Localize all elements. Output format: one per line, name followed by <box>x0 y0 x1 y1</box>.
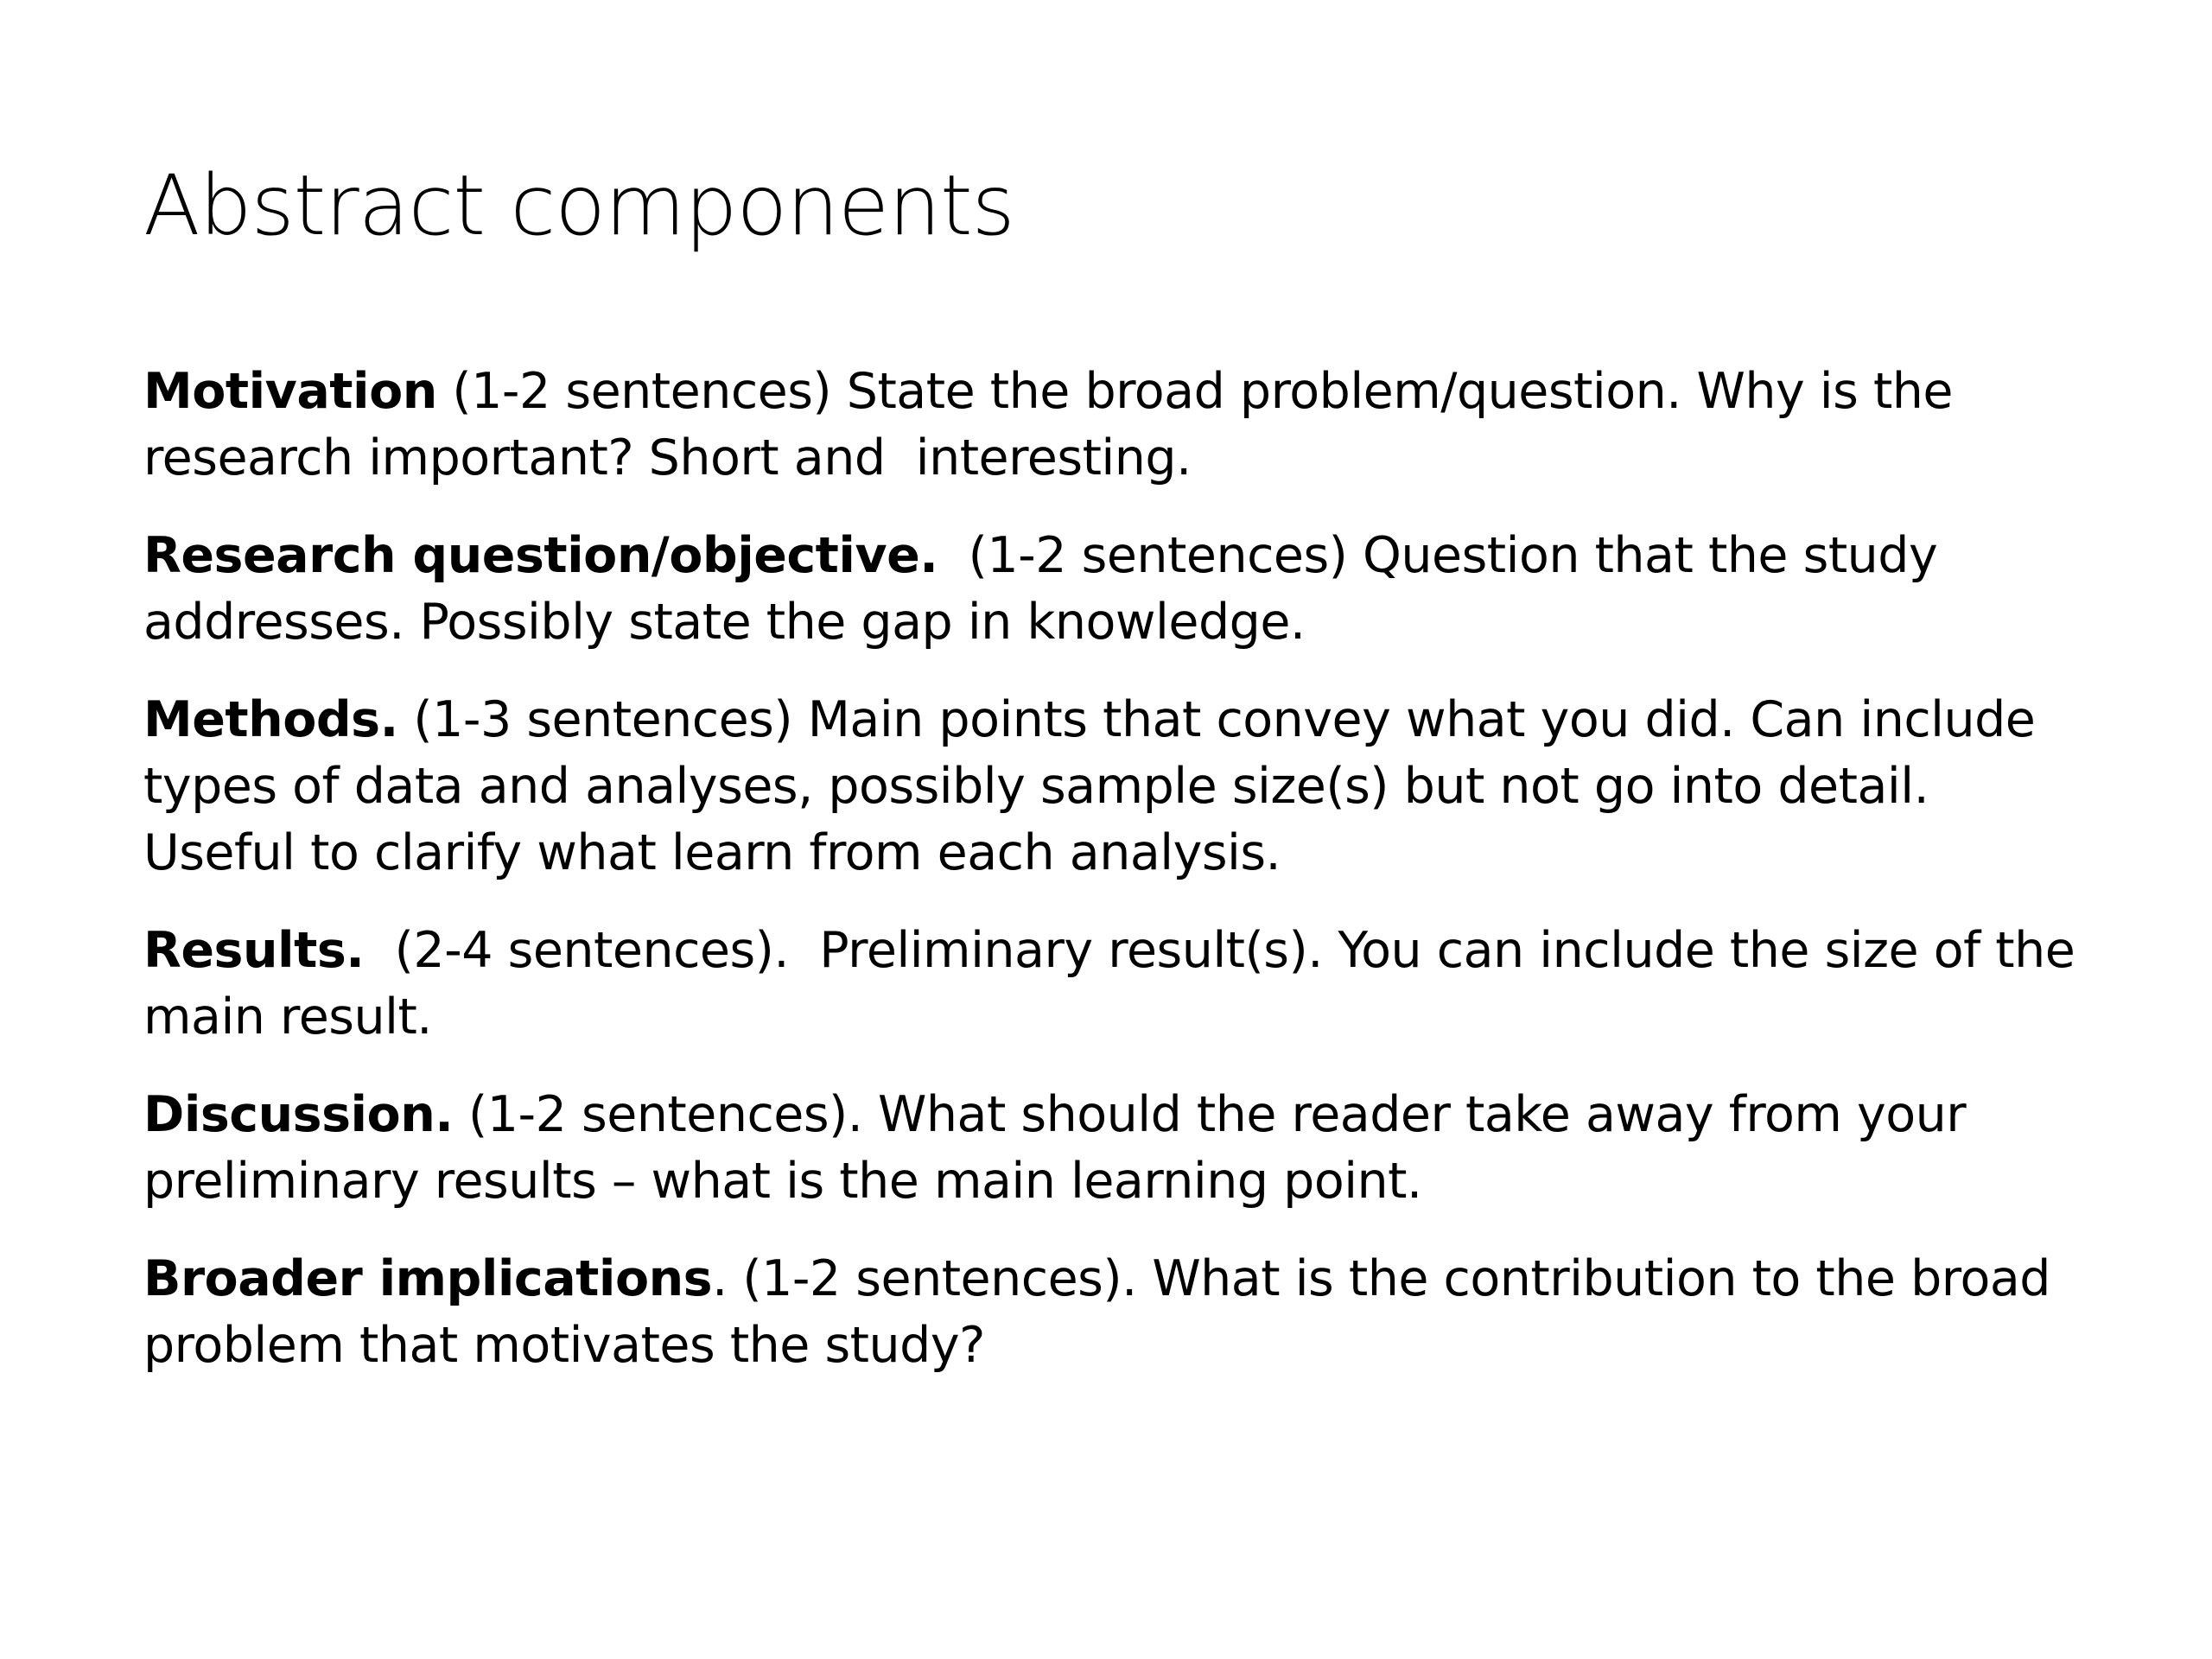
item-results <box>143 918 2131 1051</box>
item-text: (1-2 sentences). What should the reader take away from your <box>453 1086 1967 1143</box>
item-line <box>143 687 2131 753</box>
slide-content <box>143 359 2131 1410</box>
item-text: addresses. Possibly state the gap in knowledge. <box>143 594 1306 651</box>
item-methods <box>143 687 2131 887</box>
item-research-question <box>143 523 2131 656</box>
item-text: main result. <box>143 988 432 1046</box>
item-discussion <box>143 1082 2131 1215</box>
item-line <box>143 359 2131 425</box>
item-text: (2-4 sentences). Preliminary result(s). You can include the size of the <box>364 922 2075 979</box>
item-text: types of data and analyses, possibly sample size(s) but not go into detail. <box>143 758 1929 815</box>
item-lead: Methods. <box>143 691 398 748</box>
slide-title: Abstract components <box>143 157 1014 254</box>
item-lead: Results. <box>143 922 365 979</box>
item-text: (1-3 sentences) Main points that convey what you did. Can include <box>397 691 2036 748</box>
item-line <box>143 1082 2131 1148</box>
item-lead: Motivation <box>143 363 437 420</box>
item-line <box>143 918 2131 984</box>
item-motivation <box>143 359 2131 492</box>
item-line <box>143 1246 2131 1313</box>
item-text: (1-2 sentences) State the broad problem/question. Why is the <box>436 363 1953 420</box>
item-text: . (1-2 sentences). What is the contribution to the broad <box>712 1250 2050 1307</box>
item-text: problem that motivates the study? <box>143 1317 985 1374</box>
item-text: research important? Short and interesting. <box>143 429 1192 486</box>
item-text: Useful to clarify what learn from each analysis. <box>143 824 1281 881</box>
item-broader-implications <box>143 1246 2131 1379</box>
item-text: preliminary results – what is the main learning point. <box>143 1153 1422 1210</box>
item-line <box>143 523 2131 589</box>
item-text: (1-2 sentences) Question that the study <box>938 527 1938 584</box>
item-lead: Research question/objective. <box>143 527 938 584</box>
item-lead: Discussion. <box>143 1086 454 1143</box>
item-lead: Broader implications <box>143 1250 713 1307</box>
